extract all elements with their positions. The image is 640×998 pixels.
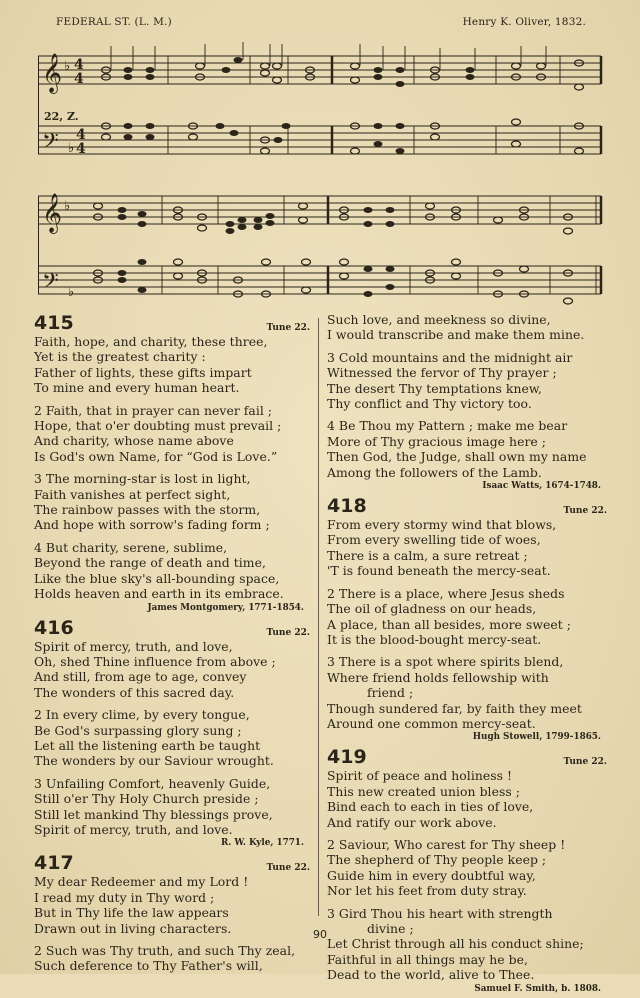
- svg-text:𝄢: 𝄢: [42, 129, 59, 159]
- verse-line: From every stormy wind that blows,: [327, 517, 557, 533]
- hymn-author: Hugh Stowell, 1799-1865.: [472, 732, 601, 743]
- stanza: [34, 403, 310, 465]
- verse-line: The wonders of this sacred day.: [34, 684, 235, 700]
- verse-line: 2 Such was Thy truth, and such Thy zeal,: [34, 943, 296, 958]
- hymn-418: [327, 495, 607, 743]
- verse-line: From every swelling tide of woes,: [327, 532, 541, 548]
- verse-line: Then God, the Judge, shall own my name: [327, 449, 587, 465]
- verse-line: Nor let his feet from duty stray.: [327, 883, 527, 899]
- verse-line: Spirit of peace and holiness !: [327, 768, 513, 784]
- hymn-417-continued: [327, 312, 607, 492]
- verse-line: 3 There is a spot where spirits blend,: [327, 654, 564, 670]
- verse-line: Bind each to each in ties of love,: [327, 799, 534, 815]
- verse-line: The shepherd of Thy people keep ;: [327, 852, 547, 868]
- stanza: [327, 906, 607, 983]
- verse-line: Faith, hope, and charity, these three,: [34, 334, 268, 349]
- verse-line: Beyond the range of death and time,: [34, 555, 266, 571]
- stanza: [34, 639, 310, 701]
- verse-line: And ratify our work above.: [327, 814, 497, 830]
- verse-line: 3 Cold mountains and the midnight air: [327, 349, 573, 365]
- verse-line: Where friend holds fellowship with: [327, 669, 549, 685]
- svg-text:♭: ♭: [64, 59, 71, 74]
- hymn-author: Samuel F. Smith, b. 1808.: [474, 983, 601, 994]
- verse-line: Around one common mercy-seat.: [327, 715, 536, 731]
- verse-line: Spirit of mercy, truth, and love.: [34, 821, 233, 837]
- verse-line: This new created union bless ;: [327, 783, 520, 799]
- verse-line: Let Christ through all his conduct shine;: [327, 936, 584, 952]
- verse-line: Faith vanishes at perfect sight,: [34, 486, 231, 502]
- column-divider: [318, 318, 319, 916]
- hymn-tune: Tune 22.: [266, 627, 310, 638]
- stanza: [327, 586, 607, 648]
- stanza: [34, 540, 310, 602]
- verse-line: Still let mankind Thy blessings prove,: [34, 806, 273, 822]
- verse-line: My dear Redeemer and my Lord !: [34, 874, 249, 890]
- stanza: [34, 707, 310, 769]
- svg-text:♭: ♭: [68, 285, 75, 300]
- stanza: [34, 471, 310, 533]
- hymn-number: 419: [327, 746, 367, 769]
- verse-line: Drawn out in living characters.: [34, 920, 232, 936]
- stanza: [327, 312, 607, 343]
- verse-line: Faithful in all things may he be,: [327, 951, 528, 967]
- hymn-tune: Tune 22.: [266, 863, 310, 874]
- svg-text:4: 4: [74, 71, 84, 87]
- hymn-tune: Tune 22.: [266, 323, 310, 333]
- verse-line: Let all the listening earth be taught: [34, 737, 261, 753]
- stanza: [34, 776, 310, 838]
- svg-text:𝄞: 𝄞: [42, 193, 63, 233]
- stanza: [34, 874, 310, 936]
- verse-line: Holds heaven and earth in its embrace.: [34, 586, 284, 602]
- verse-line: 3 Unfailing Comfort, heavenly Guide,: [34, 775, 271, 791]
- page-number: 90: [313, 928, 327, 941]
- verse-line: 3 Gird Thou his heart with strength: [327, 905, 553, 921]
- verse-line: Guide him in every doubtful way,: [327, 867, 536, 883]
- stanza: [327, 517, 607, 579]
- hymn-415: [34, 312, 310, 614]
- tune-reference: 22, Z.: [44, 110, 79, 123]
- svg-text:𝄢: 𝄢: [42, 269, 59, 299]
- verse-line: But in Thy life the law appears: [34, 905, 229, 921]
- svg-text:4: 4: [74, 57, 84, 73]
- hymn-tune: Tune 22.: [563, 757, 607, 768]
- verse-line: There is a calm, a sure retreat ;: [327, 547, 528, 563]
- verse-line: 'T is found beneath the mercy-seat.: [327, 563, 551, 579]
- score-staff-icon: [38, 178, 604, 310]
- verse-line: divine ;: [367, 921, 414, 936]
- right-column: [327, 312, 607, 998]
- verse-line: Such deference to Thy Father's will,: [34, 958, 263, 974]
- left-column: [34, 312, 310, 981]
- hymn-author: James Montgomery, 1771-1854.: [147, 602, 304, 613]
- verse-line: Yet is the greatest charity :: [34, 349, 206, 365]
- hymn-author: Isaac Watts, 1674-1748.: [482, 481, 601, 492]
- verse-line: Thy conflict and Thy victory too.: [327, 396, 532, 412]
- hymn-number: 416: [34, 616, 74, 639]
- stanza: [34, 334, 310, 396]
- stanza: [327, 418, 607, 480]
- svg-text:♭: ♭: [68, 141, 75, 156]
- verse-line: And charity, whose name above: [34, 433, 234, 449]
- verse-line: And hope with sorrow's fading form ;: [34, 517, 270, 533]
- page-header: [56, 16, 586, 30]
- hymn-number: 418: [327, 495, 367, 518]
- svg-text:𝄞: 𝄞: [42, 53, 63, 93]
- verse-line: friend ;: [367, 685, 414, 701]
- verse-line: Like the blue sky's all-bounding space,: [34, 570, 280, 586]
- verse-line: Spirit of mercy, truth, and love,: [34, 638, 233, 654]
- verse-line: Be God's surpassing glory sung ;: [34, 722, 242, 738]
- hymn-tune: Tune 22.: [563, 506, 607, 517]
- verse-line: To mine and every human heart.: [34, 380, 240, 396]
- verse-line: The oil of gladness on our heads,: [327, 601, 537, 617]
- verse-line: Oh, shed Thine influence from above ;: [34, 653, 276, 669]
- verse-line: 2 Saviour, Who carest for Thy sheep !: [327, 836, 566, 852]
- tune-name: FEDERAL ST. (L. M.): [56, 16, 172, 28]
- verse-line: I read my duty in Thy word ;: [34, 889, 215, 905]
- music-system-1: [38, 40, 604, 170]
- verse-line: Though sundered far, by faith they meet: [327, 700, 582, 716]
- hymn-number: 415: [34, 312, 74, 334]
- verse-line: A place, than all besides, more sweet ;: [327, 616, 571, 632]
- stanza: [327, 837, 607, 899]
- hymn-419: [327, 746, 607, 994]
- stanza: [327, 654, 607, 731]
- hymn-author: R. W. Kyle, 1771.: [220, 838, 304, 849]
- svg-text:4: 4: [76, 141, 86, 157]
- stanza: [327, 350, 607, 412]
- tune-composer: Henry K. Oliver, 1832.: [462, 16, 586, 28]
- verse-line: Such love, and meekness so divine,: [327, 312, 551, 327]
- verse-line: The rainbow passes with the storm,: [34, 502, 261, 518]
- verse-line: Witnessed the fervor of Thy prayer ;: [327, 365, 557, 381]
- verse-line: More of Thy gracious image here ;: [327, 433, 547, 449]
- verse-line: 2 Faith, that in prayer can never fail ;: [34, 402, 273, 418]
- stanza: [327, 768, 607, 830]
- verse-line: The wonders by our Saviour wrought.: [34, 753, 274, 769]
- verse-line: Hope, that o'er doubting must prevail ;: [34, 418, 282, 434]
- verse-line: I would transcribe and make them mine.: [327, 327, 585, 343]
- verse-line: Dead to the world, alive to Thee.: [327, 967, 535, 983]
- svg-text:♭: ♭: [64, 199, 71, 214]
- hymn-417: [34, 852, 310, 973]
- verse-line: 2 In every clime, by every tongue,: [34, 707, 250, 723]
- stanza: [34, 943, 310, 974]
- verse-line: Among the followers of the Lamb.: [327, 464, 542, 480]
- verse-line: 4 But charity, serene, sublime,: [34, 539, 228, 555]
- hymn-416: [34, 617, 310, 850]
- verse-line: 4 Be Thou my Pattern ; make me bear: [327, 418, 568, 434]
- verse-line: And still, from age to age, convey: [34, 669, 247, 685]
- hymn-number: 417: [34, 852, 74, 875]
- score-staff-icon: [38, 40, 604, 170]
- music-system-2: [38, 178, 604, 310]
- verse-line: Is God's own Name, for “God is Love.”: [34, 448, 278, 464]
- verse-line: The desert Thy temptations knew,: [327, 380, 543, 396]
- verse-line: 3 The morning-star is lost in light,: [34, 471, 251, 487]
- verse-line: Still o'er Thy Holy Church preside ;: [34, 791, 259, 807]
- verse-line: Father of lights, these gifts impart: [34, 364, 252, 380]
- verse-line: 2 There is a place, where Jesus sheds: [327, 585, 565, 601]
- svg-text:4: 4: [76, 127, 86, 143]
- verse-line: It is the blood-bought mercy-seat.: [327, 631, 542, 647]
